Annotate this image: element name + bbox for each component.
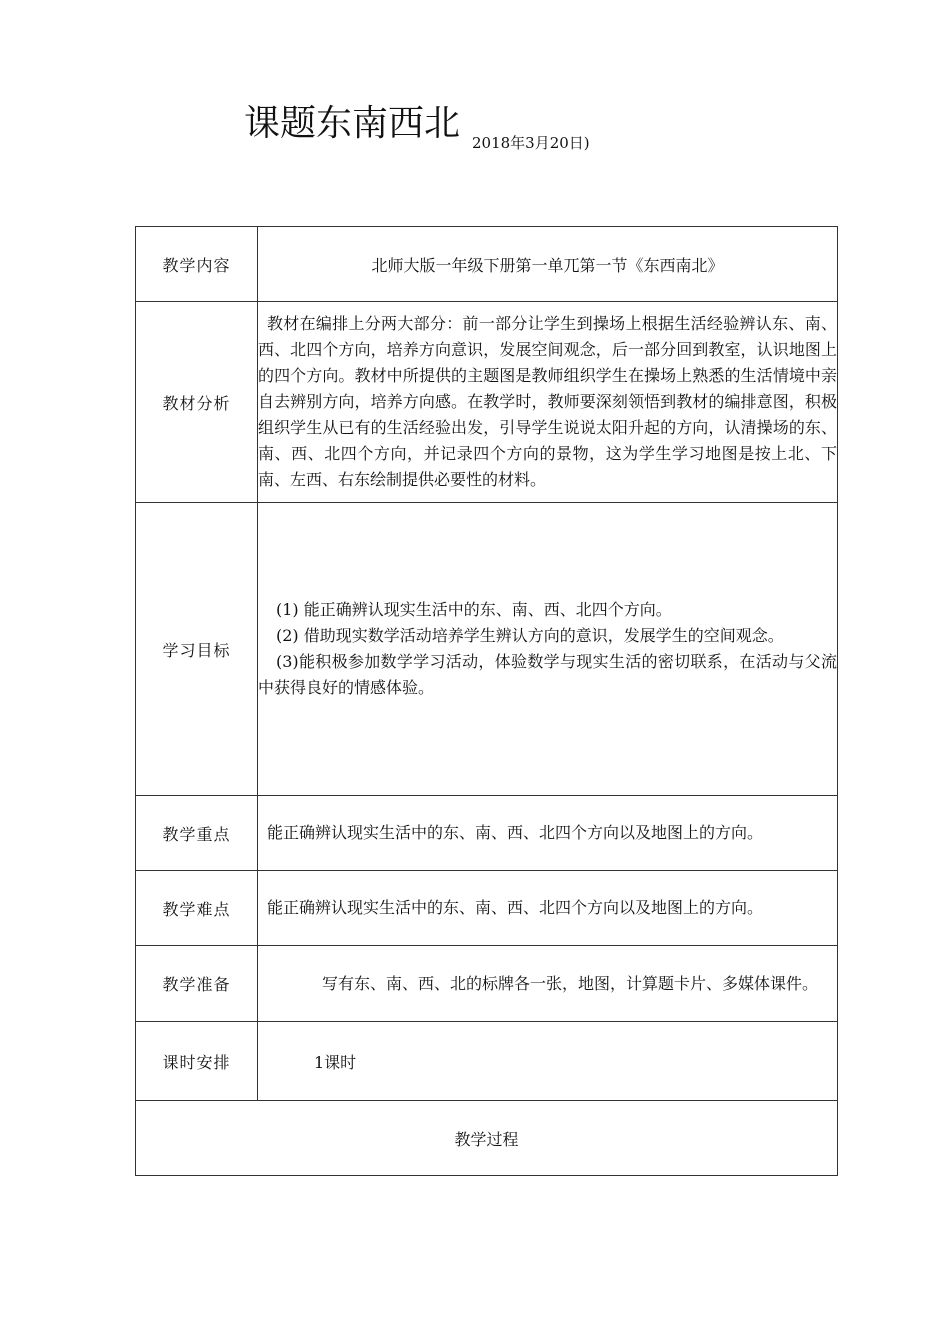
- row-textbook-analysis: [136, 302, 838, 503]
- row-teaching-process: [136, 1101, 838, 1176]
- label-teaching-process: 教学过程: [136, 1101, 838, 1176]
- goal-item-3: (3)能积极参加数学学习活动，体验数学与现实生活的密切联系，在活动与父流中获得良好的情感体验。: [258, 652, 837, 697]
- row-difficulties: [136, 871, 838, 946]
- label-key-points: 教学重点: [136, 796, 258, 871]
- label-preparation: 教学准备: [136, 946, 258, 1022]
- row-key-points: [136, 796, 838, 871]
- lesson-title: 课题东南西北: [244, 103, 461, 144]
- row-learning-goals: [136, 503, 838, 796]
- cell-textbook-analysis: [258, 302, 838, 503]
- value-textbook-analysis: 教材在编排上分两大部分：前一部分让学生到操场上根据生活经验辨认东、南、西、北四个方向，培养方向意识，发展空间观念，后一部分回到教室，认识地图上的四个方向。教材中所提供的主题图是教师组织学生在操场上熟悉的生活情境中亲自去辨别方向，培养方向感。在教学时，教师要深刻领悟到教材的编排意图，积极组织学生从已有的生活经验出发，引导学生说说太阳升起的方向，认清操场的东、南、西、北四个方向，并记录四个方向的景物，这为学生学习地图是按上北、下南、左西、右东绘制提供必要性的材料。: [258, 314, 837, 489]
- value-teaching-content: 北师大版一年级下册第一单兀第一节《东西南北》: [258, 227, 838, 302]
- label-schedule: 课时安排: [136, 1022, 258, 1101]
- cell-difficulties: [258, 871, 838, 946]
- value-key-points: 能正确辨认现实生活中的东、南、西、北四个方向以及地图上的方向。: [267, 823, 764, 842]
- cell-key-points: [258, 796, 838, 871]
- cell-schedule: [258, 1022, 838, 1101]
- lesson-plan-table: [135, 226, 838, 1176]
- row-teaching-content: [136, 227, 838, 302]
- row-schedule: [136, 1022, 838, 1101]
- goal-item-2: (2) 借助现实数学活动培养学生辨认方向的意识，发展学生的空间观念。: [276, 626, 784, 645]
- label-textbook-analysis: 教材分析: [136, 302, 258, 503]
- goal-item-1: (1) 能正确辨认现实生活中的东、南、西、北四个方向。: [276, 600, 672, 619]
- label-learning-goals: 学习目标: [136, 503, 258, 796]
- row-preparation: [136, 946, 838, 1022]
- label-difficulties: 教学难点: [136, 871, 258, 946]
- cell-learning-goals: [258, 503, 838, 796]
- value-preparation: 写有东、南、西、北的标牌各一张，地图，计算题卡片、多媒体课件。: [322, 973, 819, 993]
- cell-preparation: [258, 946, 838, 1022]
- lesson-date: 2018年3月20日): [472, 134, 590, 152]
- value-difficulties: 能正确辨认现实生活中的东、南、西、北四个方向以及地图上的方向。: [267, 898, 764, 917]
- label-teaching-content: 教学内容: [136, 227, 258, 302]
- value-schedule: 1课时: [314, 1052, 357, 1072]
